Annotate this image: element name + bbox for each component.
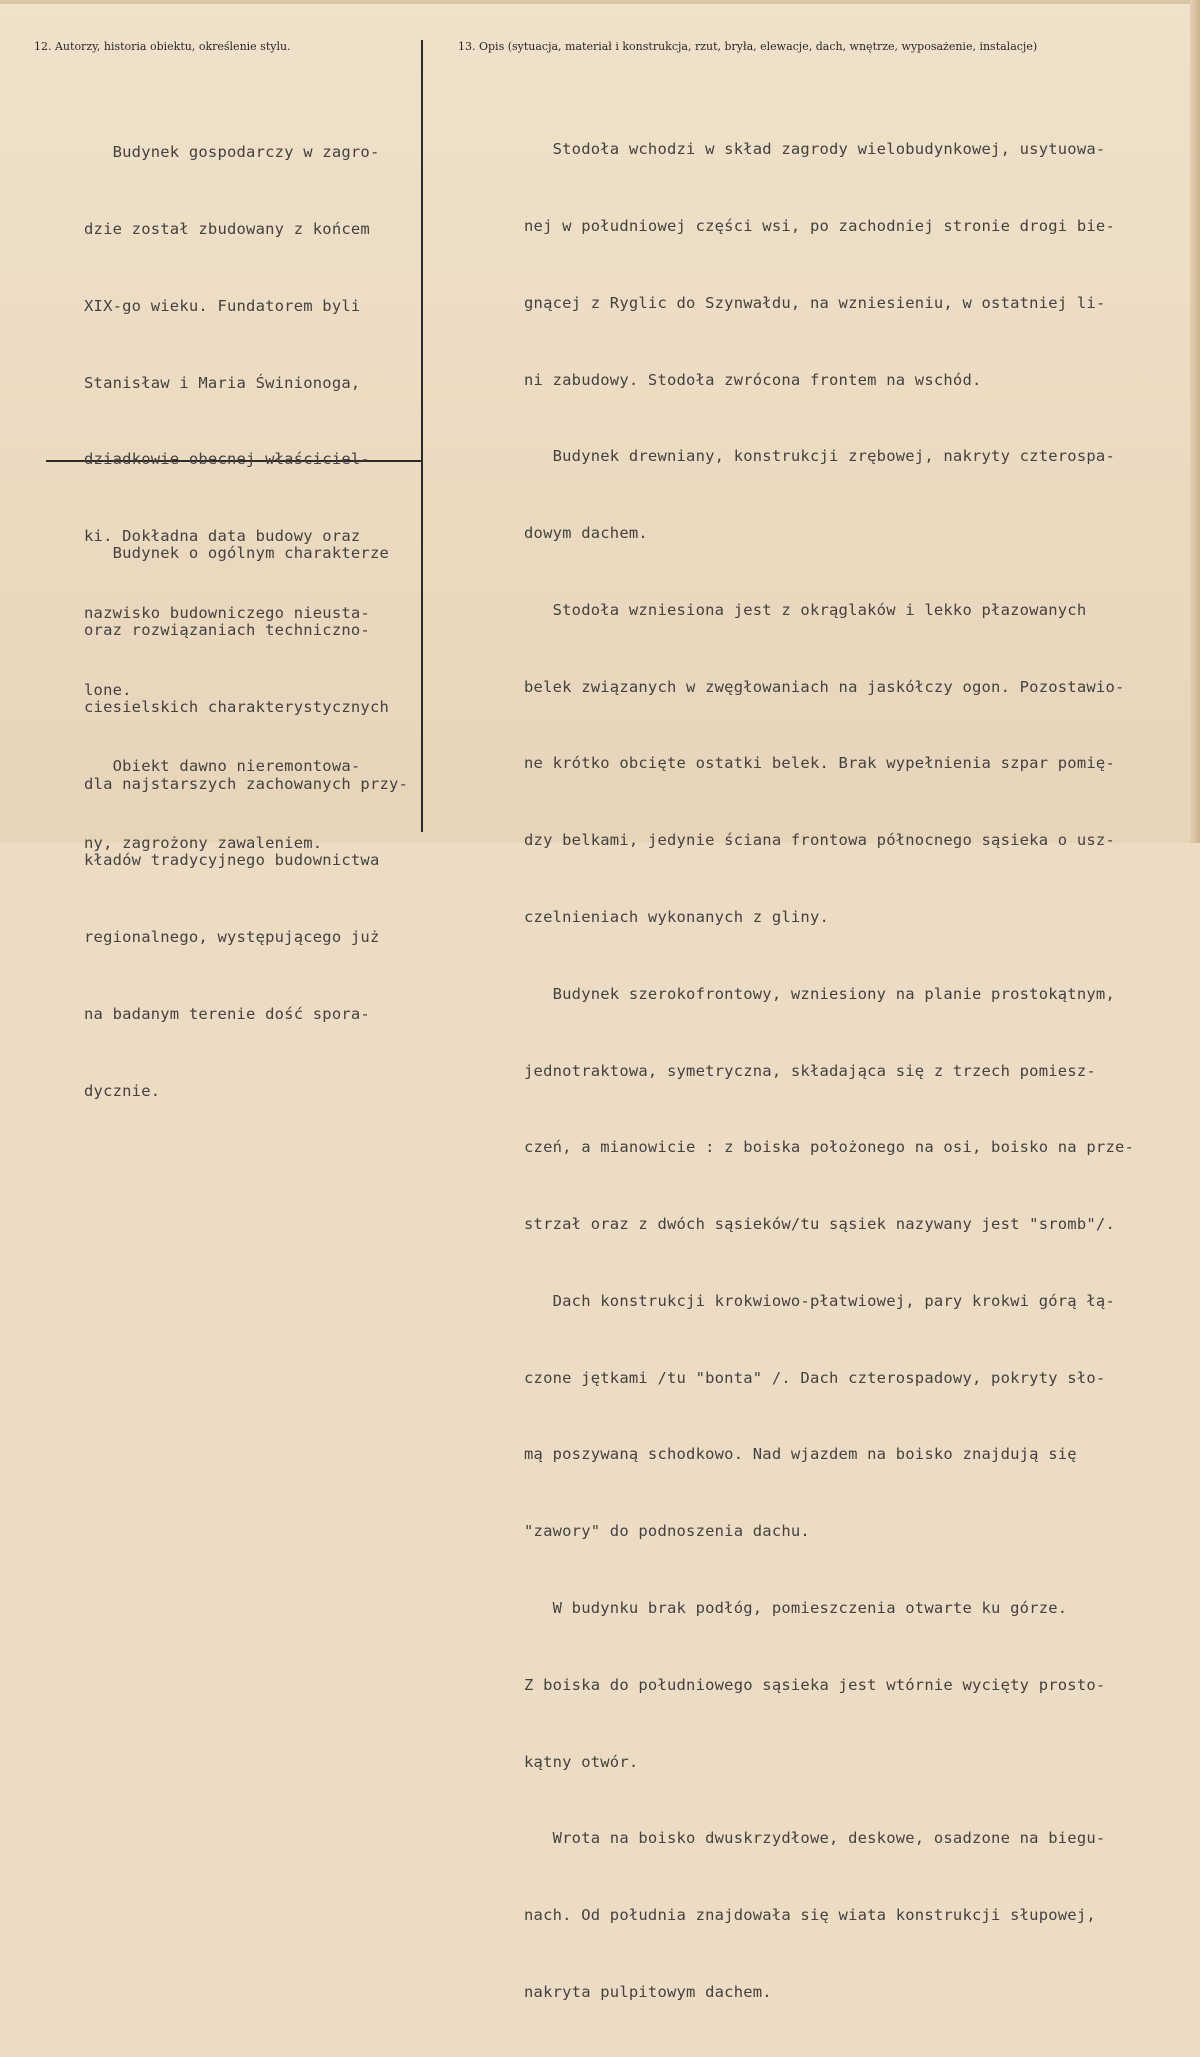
section-12-heading: 12. Autorzy, historia obiektu, określenie stylu. <box>34 40 291 53</box>
text-line: nakryta pulpitowym dachem. <box>524 1982 772 2001</box>
text-line: Stodoła wzniesiona jest z okrąglaków i lekko płazowanych <box>524 600 1087 619</box>
text-line: czeń, a mianowicie : z boiska położonego na osi, boisko na prze- <box>524 1138 1135 1157</box>
text-line: Dach konstrukcji krokwiowo-płatwiowej, pary krokwi górą łą- <box>524 1291 1115 1310</box>
page-right-edge <box>1190 0 1200 843</box>
text-line: Stodoła wchodzi w skład zagrody wielobudynkowej, usytuowa- <box>524 140 1106 159</box>
text-line: W budynku brak podłóg, pomieszczenia otwarte ku górze. <box>524 1599 1068 1618</box>
text-line: dzy belkami, jedynie ściana frontowa północnego sąsieka o usz- <box>524 831 1115 850</box>
text-line: XIX-go wieku. Fundatorem byli <box>84 296 361 315</box>
text-line: strzał oraz z dwóch sąsieków/tu sąsiek nazywany jest "sromb"/. <box>524 1215 1115 1234</box>
style-assessment-text <box>84 490 408 1155</box>
text-line: Wrota na boisko dwuskrzydłowe, deskowe, osadzone na biegu- <box>524 1829 1106 1848</box>
text-line: Budynek gospodarczy w zagro- <box>84 143 380 162</box>
text-line: kładów tradycyjnego budownictwa <box>84 851 380 870</box>
text-line: gnącej z Ryglic do Szynwałdu, na wzniesieniu, w ostatniej li- <box>524 293 1106 312</box>
text-line: ne krótko obcięte ostatki belek. Brak wypełnienia szpar pomię- <box>524 754 1115 773</box>
text-line: belek związanych w zwęgłowaniach na jaskółczy ogon. Pozostawio- <box>524 677 1125 696</box>
text-line: czone jętkami /tu "bonta" /. Dach czterospadowy, pokryty sło- <box>524 1368 1106 1387</box>
text-line: ciesielskich charakterystycznych <box>84 697 390 716</box>
text-line: Budynek szerokofrontowy, wzniesiony na planie prostokątnym, <box>524 984 1115 1003</box>
text-line: na badanym terenie dość spora- <box>84 1004 370 1023</box>
description-text <box>524 86 1134 2057</box>
text-line: Z boiska do południowego sąsieka jest wtórnie wycięty prosto- <box>524 1675 1106 1694</box>
text-line: ny, zagrożony zawaleniem. <box>84 834 323 853</box>
text-line: jednotraktowa, symetryczna, składająca się z trzech pomiesz- <box>524 1061 1096 1080</box>
column-divider <box>421 40 423 832</box>
text-line: Budynek o ogólnym charakterze <box>84 544 390 563</box>
text-line: "zawory" do podnoszenia dachu. <box>524 1522 810 1541</box>
text-line: Stanisław i Maria Świnionoga, <box>84 373 361 392</box>
text-line: nach. Od południa znajdowała się wiata konstrukcji słupowej, <box>524 1906 1096 1925</box>
text-line: nazwisko budowniczego nieusta- <box>84 603 370 622</box>
text-line: dla najstarszych zachowanych przy- <box>84 774 409 793</box>
text-line: dziadkowie obecnej właściciel- <box>84 450 370 469</box>
text-line: regionalnego, występującego już <box>84 928 380 947</box>
text-line: dowym dachem. <box>524 524 648 543</box>
text-line: dzie został zbudowany z końcem <box>84 219 370 238</box>
text-line: czelnieniach wykonanych z gliny. <box>524 908 830 926</box>
text-line: dycznie. <box>84 1081 161 1100</box>
text-line: oraz rozwiązaniach techniczno- <box>84 620 370 639</box>
text-line: Obiekt dawno nieremontowa- <box>84 757 361 776</box>
section-13-heading: 13. Opis (sytuacja, materiał i konstrukcja, rzut, bryła, elewacje, dach, wnętrze, wyposażenie, instalacje) <box>458 40 1038 53</box>
text-line: kątny otwór. <box>524 1752 639 1771</box>
text-line: nej w południowej części wsi, po zachodniej stronie drogi bie- <box>524 216 1115 235</box>
text-line: lone. <box>84 680 132 699</box>
text-line: Budynek drewniany, konstrukcji zrębowej, nakryty czterospa- <box>524 447 1115 466</box>
text-line: ki. Dokładna data budowy oraz <box>84 527 361 546</box>
text-line: ni zabudowy. Stodoła zwrócona frontem na wschód. <box>524 370 982 389</box>
page-top-edge <box>0 0 1200 4</box>
text-line: mą poszywaną schodkowo. Nad wjazdem na boisko znajdują się <box>524 1445 1077 1464</box>
